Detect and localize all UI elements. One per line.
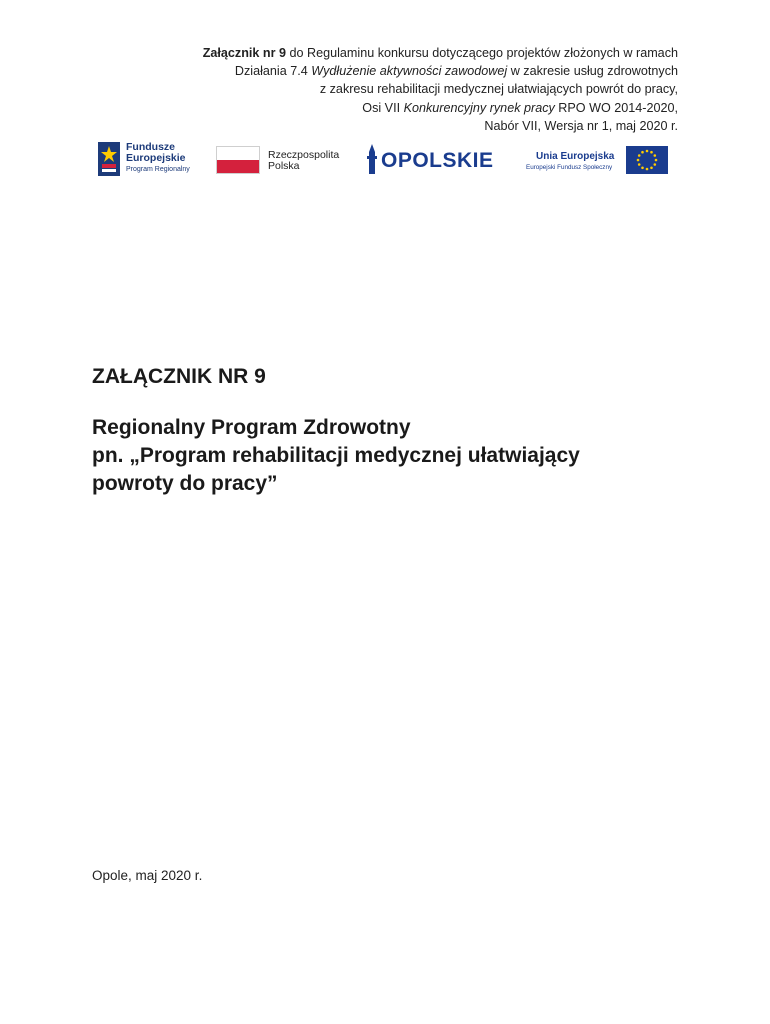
logo-ue-line2: Europejski Fundusz Społeczny [526,164,613,171]
logo-fe-line3: Program Regionalny [126,166,190,173]
program-title-line-1: Regionalny Program Zdrowotny [92,416,411,439]
program-title-line-2: pn. „Program rehabilitacji medycznej ułatwiający [92,444,580,467]
logo-fundusze-europejskie [96,138,206,182]
logo-rzeczpospolita-polska [216,138,346,182]
axis-name-italic: Konkurencyjny rynek pracy [403,100,555,115]
annex-header-note [78,44,678,135]
fundusze-europejskie-star-icon [98,142,120,176]
annex-number-bold: Załącznik nr 9 [202,46,286,60]
logo-rp-line2: Polska [268,160,300,172]
annex-title: ZAŁĄCZNIK NR 9 [92,365,266,388]
header-line-1-text: do Regulaminu konkursu dotyczącego projektów złożonych w ramach [285,46,678,60]
header-line-3: z zakresu rehabilitacji medycznej ułatwiających powrót do pracy, [319,82,678,97]
place-and-date: Opole, maj 2020 r. [92,868,203,883]
eu-flag-icon [626,146,668,174]
header-line-1 [78,44,678,62]
logo-unia-europejska [526,138,676,182]
header-line-4-suffix: RPO WO 2014-2020, [554,100,678,115]
logo-opolskie [366,138,506,182]
logo-fe-line2: Europejskie [126,152,186,164]
header-line-2-suffix: w zakresie usług zdrowotnych [507,64,678,79]
funding-logos-bar [96,138,676,182]
program-title-line-3: powroty do pracy” [92,472,278,495]
polish-flag-icon [216,146,260,174]
header-line-5: Nabór VII, Wersja nr 1, maj 2020 r. [484,118,678,133]
logo-opolskie-text: OPOLSKIE [381,149,494,172]
logo-ue-line1: Unia Europejska [536,151,615,162]
header-line-2-prefix: Działania 7.4 [234,64,312,79]
header-line-4-prefix: Osi VII [362,100,404,115]
logo-rp-line1: Rzeczpospolita [268,149,340,161]
logo-fe-line1: Fundusze [126,141,175,153]
program-title [92,414,692,498]
measure-name-italic: Wydłużenie aktywności zawodowej [311,64,508,79]
opolskie-tower-icon [366,144,378,174]
header-line-4 [78,99,678,117]
header-line-2 [78,62,678,80]
document-title-block [92,364,692,498]
